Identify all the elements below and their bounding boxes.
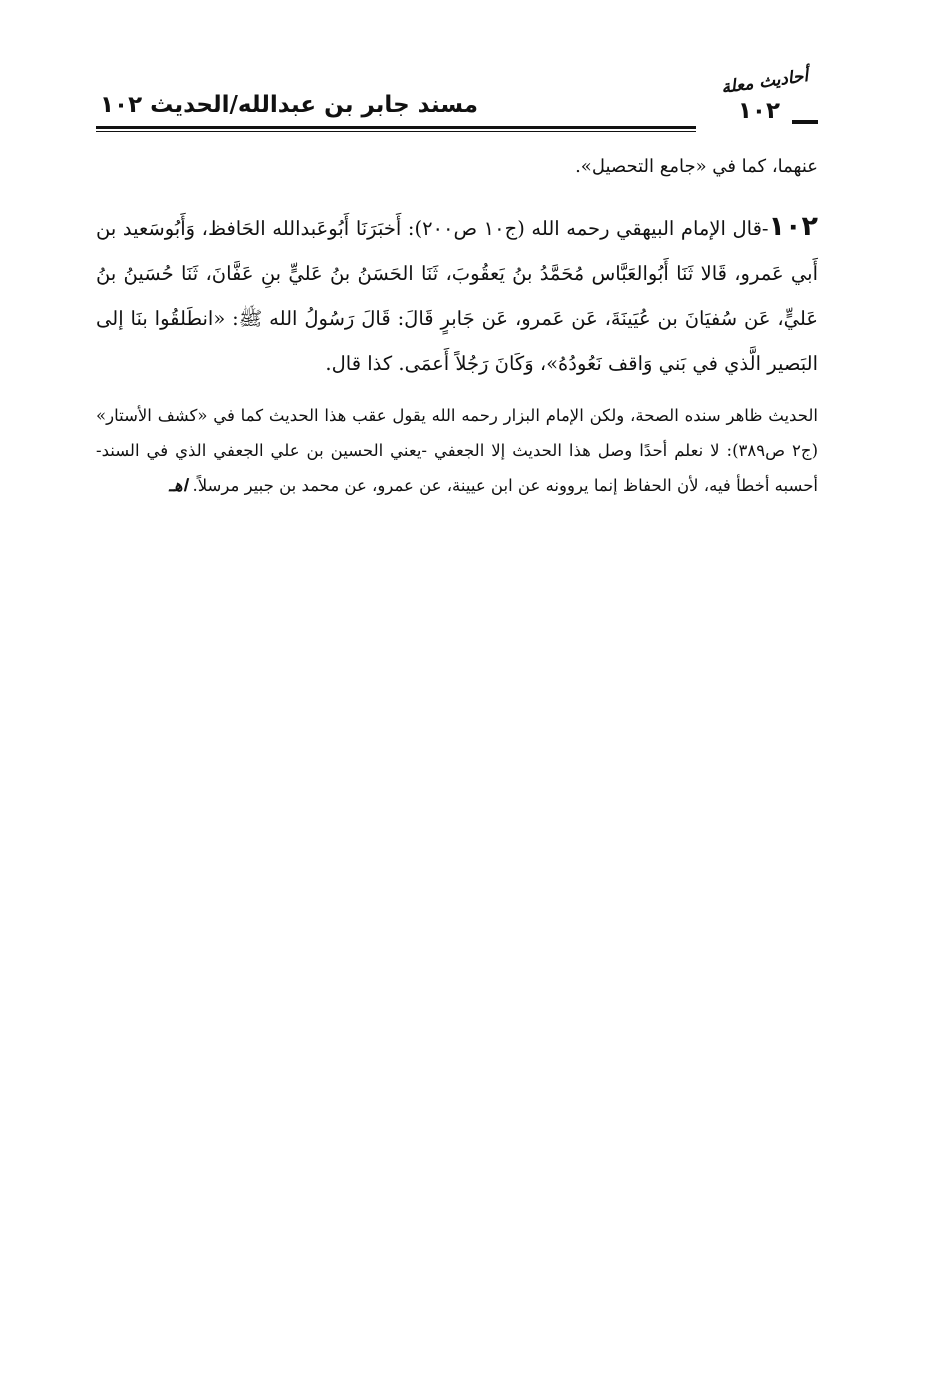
hadith-text: -قال الإمام البيهقي رحمه الله (ج١٠ ص٢٠٠): أَخبَرَنَا أَبُوعَبدالله الحَافظ، وَأَبُوسَعيد بن أَبي عَمرو، قَالا ثَنَا أَبُوالعَبَّاس مُحَمَّدُ بنُ يَعقُوبَ، ثَنَا الحَسَنُ بنُ عَليٍّ بنِ عَفَّانَ، ثَنَا حُسَينُ بنُ عَليٍّ، عَن سُفيَانَ بن عُيَينَةَ، عَن عَمرو، عَن جَابرٍ قَالَ: قَالَ رَسُولُ الله ﷺ: «انطَلقُوا بنَا إلى البَصير الَّذي في بَني وَاقف نَعُودُهُ»، وَكَانَ رَجُلاً أَعمَى. كذا قال. (96, 217, 818, 375)
end-mark: اهـ (169, 476, 188, 495)
header-title: مسند جابر بن عبدالله/الحديث ١٠٢ (100, 92, 478, 118)
page-body (96, 150, 818, 503)
hadith-paragraph (96, 204, 818, 386)
book-section-tag: أحاديث معلة (719, 66, 809, 98)
hadith-number: ١٠٢ (768, 211, 818, 242)
page-number: ١٠٢ (737, 98, 780, 124)
page-number-underline (792, 120, 818, 124)
commentary-paragraph (96, 398, 818, 503)
running-header (96, 60, 822, 130)
commentary-text: الحديث ظاهر سنده الصحة، ولكن الإمام البزار رحمه الله يقول عقب هذا الحديث كما في «كشف الأستار» (ج٢ ص٣٨٩): لا نعلم أحدًا وصل هذا الحديث إلا الجعفي -يعني الحسين بن علي الجعفي الذي في السند- أحسبه أخطأ فيه، لأن الحفاظ إنما يروونه عن ابن عيينة، عن عمرو، عن محمد بن جبير مرسلاً. (96, 406, 819, 495)
continuation-line: عنهما، كما في «جامع التحصيل». (575, 156, 818, 177)
header-rule (96, 126, 696, 129)
